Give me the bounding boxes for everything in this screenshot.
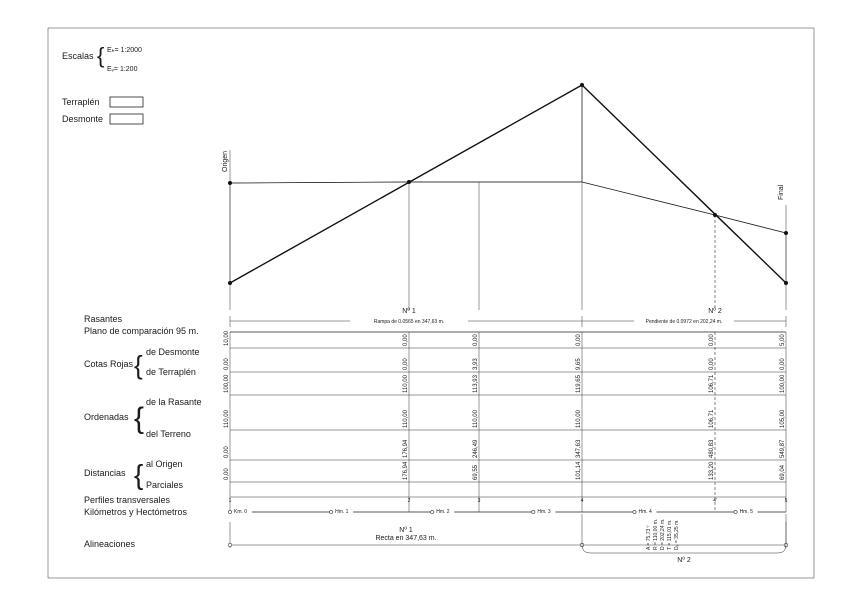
station-rasante-value: 106,71: [709, 374, 715, 393]
point-final-grade: [784, 281, 788, 285]
station-terraplen-value: 0,00: [224, 358, 230, 370]
curve-parameter: A = 75,73 º: [646, 525, 652, 550]
final-label: Final: [778, 184, 785, 200]
station-desmonte-value: 0,00: [403, 334, 409, 346]
point-final-terrain: [784, 231, 788, 235]
station-rasante-value: 100,00: [780, 374, 786, 393]
cotas-brace: {: [134, 350, 143, 380]
station-id: 2: [407, 498, 411, 504]
hectometre-label: Hm. 5: [739, 509, 753, 515]
station-rasante-value: 100,00: [224, 374, 230, 393]
desmonte-legend-swatch: [110, 114, 143, 124]
rasantes-row: [230, 308, 786, 327]
station-origen-value: 549,87: [780, 439, 786, 458]
curve-parameter: T = 115,01 m.: [667, 519, 673, 550]
alineacion-1-number: Nº 1: [399, 527, 413, 534]
kilometros-label: Kilómetros y Hectómetros: [84, 507, 188, 517]
station-terraplen-value: 3,93: [473, 358, 479, 370]
escalas-label: Escalas: [62, 51, 94, 61]
curve-parameter: D = 202,24 m.: [660, 518, 666, 550]
station-desmonte-value: 0,00: [709, 334, 715, 346]
point-station-2: [407, 180, 411, 184]
station-origen-value: 176,94: [403, 439, 409, 458]
ordenadas-brace: {: [134, 402, 145, 435]
terraplen-legend-swatch: [110, 97, 143, 107]
scale-brace: {: [97, 43, 105, 68]
station-id: 1: [228, 498, 232, 504]
station-parcial-value: 101,14: [576, 461, 582, 480]
station-parcial-value: 0,00: [224, 468, 230, 480]
plano-label: Plano de comparación 95 m.: [84, 326, 199, 336]
station-parcial-value: 176,94: [403, 461, 409, 480]
rasante-1-number: Nº 1: [402, 308, 416, 315]
terrain-line: [230, 182, 786, 233]
hectometre-label: Hm. 4: [638, 509, 652, 515]
station-desmonte-value: 0,00: [473, 334, 479, 346]
station-terraplen-value: 9,65: [576, 358, 582, 370]
station-rasante-value: 113,93: [473, 375, 479, 393]
rasante-2-desc: Pendiente de 0.0972 en 202,24 m.: [645, 319, 723, 325]
origen-label: Origen: [222, 150, 229, 172]
station-origen-value: 246,49: [473, 439, 479, 458]
station-origen-value: 480,83: [709, 439, 715, 458]
curve-bracket: [582, 514, 786, 553]
alineacion-2-number: Nº 2: [677, 557, 691, 564]
legend: [62, 43, 143, 124]
station-columns: [224, 330, 788, 512]
station-id: 4: [580, 498, 584, 504]
station-desmonte-value: 10,00: [224, 330, 230, 346]
station-id: 4': [713, 498, 717, 504]
de-desmonte-label: de Desmonte: [146, 347, 200, 357]
curve-parameter: R = 110,00 m.: [653, 518, 659, 550]
rasante-2-number: Nº 2: [708, 308, 722, 315]
hectometre-marker: [734, 510, 737, 513]
grade-line: [230, 85, 786, 283]
station-terraplen-value: 0,00: [403, 358, 409, 370]
station-terraplen-value: 0,00: [780, 358, 786, 370]
point-origin-grade: [228, 281, 232, 285]
station-parcial-value: 69,55: [473, 464, 479, 480]
hectometre-marker: [633, 510, 636, 513]
kilometros-row: [228, 508, 757, 516]
rasante-1-desc: Rampa de 0.0565 en 347,63 m.: [373, 319, 445, 325]
cotas-rojas-label: Cotas Rojas: [84, 359, 134, 369]
hectometre-label: Hm. 2: [436, 509, 450, 515]
station-terreno-value: 106,71: [709, 409, 715, 428]
hectometre-label: Hm. 3: [537, 509, 551, 515]
hectometre-marker: [532, 510, 535, 513]
ordenadas-label: Ordenadas: [84, 412, 129, 422]
station-origen-value: 0,00: [224, 446, 230, 458]
point-station-4b: [713, 213, 717, 217]
distancias-brace: {: [134, 459, 144, 490]
profile: [222, 83, 788, 310]
alineacion-start-point: [228, 543, 232, 547]
hectometre-label: Km. 0: [234, 509, 248, 515]
station-origen-value: 347,63: [576, 439, 582, 458]
hectometre-marker: [330, 510, 333, 513]
rasantes-label: Rasantes: [84, 314, 123, 324]
alineaciones-row: [228, 514, 788, 564]
station-rasante-value: 119,65: [576, 375, 582, 393]
point-origin-terrain: [228, 181, 232, 185]
station-terreno-value: 110,00: [224, 410, 230, 428]
del-terreno-label: del Terreno: [146, 429, 191, 439]
station-id: 3: [477, 498, 481, 504]
station-parcial-value: 69,04: [780, 464, 786, 480]
vertical-scale: Eᵥ= 1:200: [107, 66, 138, 73]
station-id: 5: [784, 498, 788, 504]
hectometre-marker: [431, 510, 434, 513]
perfiles-label: Perfiles transversales: [84, 495, 171, 505]
row-labels: [84, 314, 202, 549]
desmonte-legend-label: Desmonte: [62, 114, 104, 124]
alineaciones-label: Alineaciones: [84, 539, 136, 549]
horizontal-scale: Eₕ= 1:2000: [107, 47, 142, 54]
curve-data: [646, 518, 680, 550]
al-origen-label: al Origen: [146, 459, 183, 469]
station-terreno-value: 110,00: [576, 410, 582, 428]
terraplen-legend-label: Terraplén: [62, 97, 100, 107]
station-desmonte-value: 0,00: [576, 334, 582, 346]
station-terreno-value: 110,00: [403, 410, 409, 428]
station-terreno-value: 110,00: [473, 410, 479, 428]
de-terraplen-label: de Terraplén: [146, 367, 196, 377]
hectometre-marker: [228, 510, 231, 513]
point-vertex: [580, 83, 584, 87]
station-rasante-value: 110,00: [403, 375, 409, 393]
distancias-label: Distancias: [84, 468, 126, 478]
curve-parameter: Dₑ = 35,25 m.: [674, 519, 680, 550]
de-la-rasante-label: de la Rasante: [146, 397, 202, 407]
parciales-label: Parciales: [146, 480, 184, 490]
station-terraplen-value: 0,00: [709, 358, 715, 370]
alineacion-1-desc: Recta en 347,63 m.: [375, 535, 437, 542]
station-terreno-value: 105,00: [780, 409, 786, 428]
station-parcial-value: 133,20: [709, 461, 715, 480]
data-band-grid: [230, 332, 786, 545]
station-desmonte-value: 5,00: [780, 334, 786, 346]
hectometre-label: Hm. 1: [335, 509, 349, 515]
